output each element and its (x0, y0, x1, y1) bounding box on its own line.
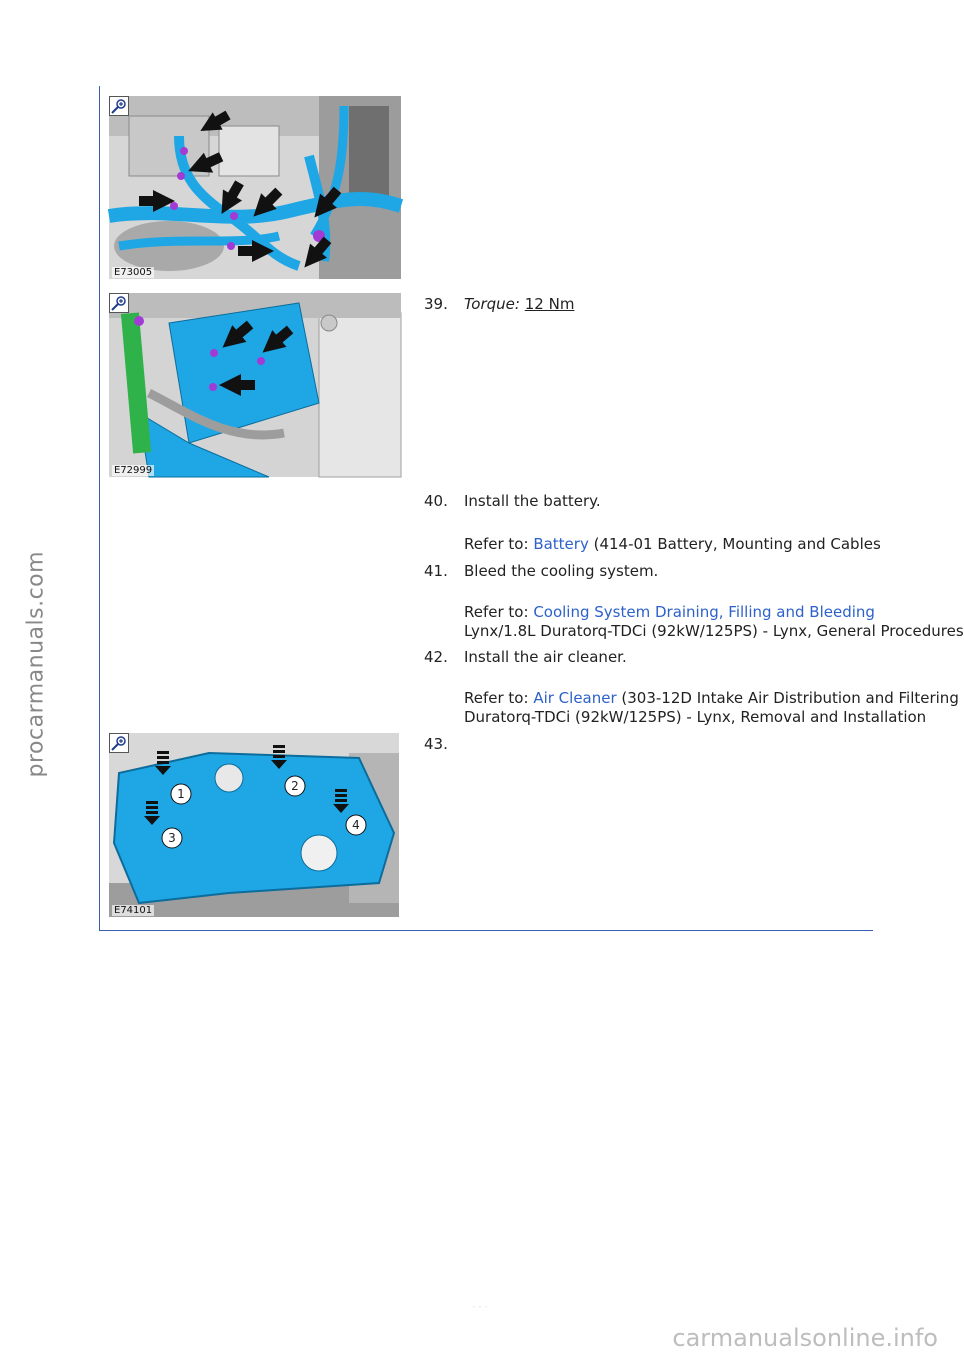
figure-code: E74101 (114, 905, 153, 916)
torque-label: Torque: (464, 295, 520, 313)
callout-3: 3 (168, 831, 176, 845)
zoom-icon[interactable] (109, 96, 129, 116)
step-number: 39. (424, 295, 448, 313)
figure-e73005[interactable] (109, 96, 401, 279)
ref-rest: (414-01 Battery, Mounting and Cables (588, 535, 881, 553)
battery-link[interactable]: Battery (533, 535, 589, 553)
side-watermark-text: procarmanuals.com (23, 550, 49, 778)
figure-e72999[interactable] (109, 293, 401, 477)
torque-spec (464, 294, 873, 314)
step-41-reference-line2: Lynx/1.8L Duratorq-TDCi (92kW/125PS) - Lynx, General Procedures (464, 622, 964, 640)
step-40-reference (464, 534, 881, 554)
engine-hoses-illustration (109, 96, 401, 279)
figure-e74101[interactable] (109, 733, 399, 917)
step-42-reference-line2: Duratorq-TDCi (92kW/125PS) - Lynx, Removal and Installation (464, 708, 927, 726)
callout-4: 4 (352, 818, 360, 832)
step-text: Install the battery. (464, 492, 601, 510)
figure-code: E73005 (114, 267, 153, 278)
step-41-reference (464, 602, 873, 622)
zoom-icon[interactable] (109, 293, 129, 313)
ref-prefix: Refer to: (464, 535, 534, 553)
torque-value: 12 Nm (524, 295, 575, 313)
side-watermark (6, 550, 49, 780)
air-cleaner-link[interactable]: Air Cleaner (533, 689, 617, 707)
step-number: 42. (424, 648, 448, 666)
bottom-watermark: carmanualsonline.info (672, 1324, 938, 1352)
page-footer: - - - (472, 1302, 488, 1312)
step-42-reference (464, 688, 959, 708)
ref-rest: (303-12D Intake Air Distribution and Filtering (616, 689, 959, 707)
section-bottom-border (99, 930, 873, 931)
step-number: 43. (424, 735, 448, 753)
step-number: 40. (424, 492, 448, 510)
ref-prefix: Refer to: (464, 689, 534, 707)
ref-prefix: Refer to: (464, 603, 534, 621)
callout-1: 1 (177, 787, 185, 801)
zoom-icon[interactable] (109, 733, 129, 753)
figure-code: E72999 (114, 465, 153, 476)
section-left-border (99, 86, 100, 931)
battery-tray-illustration (109, 293, 401, 477)
step-text: Install the air cleaner. (464, 648, 627, 666)
step-number: 41. (424, 562, 448, 580)
callout-2: 2 (291, 779, 299, 793)
step-text: Bleed the cooling system. (464, 562, 659, 580)
cooling-system-link[interactable]: Cooling System Draining, Filling and Bleeding (533, 603, 875, 621)
